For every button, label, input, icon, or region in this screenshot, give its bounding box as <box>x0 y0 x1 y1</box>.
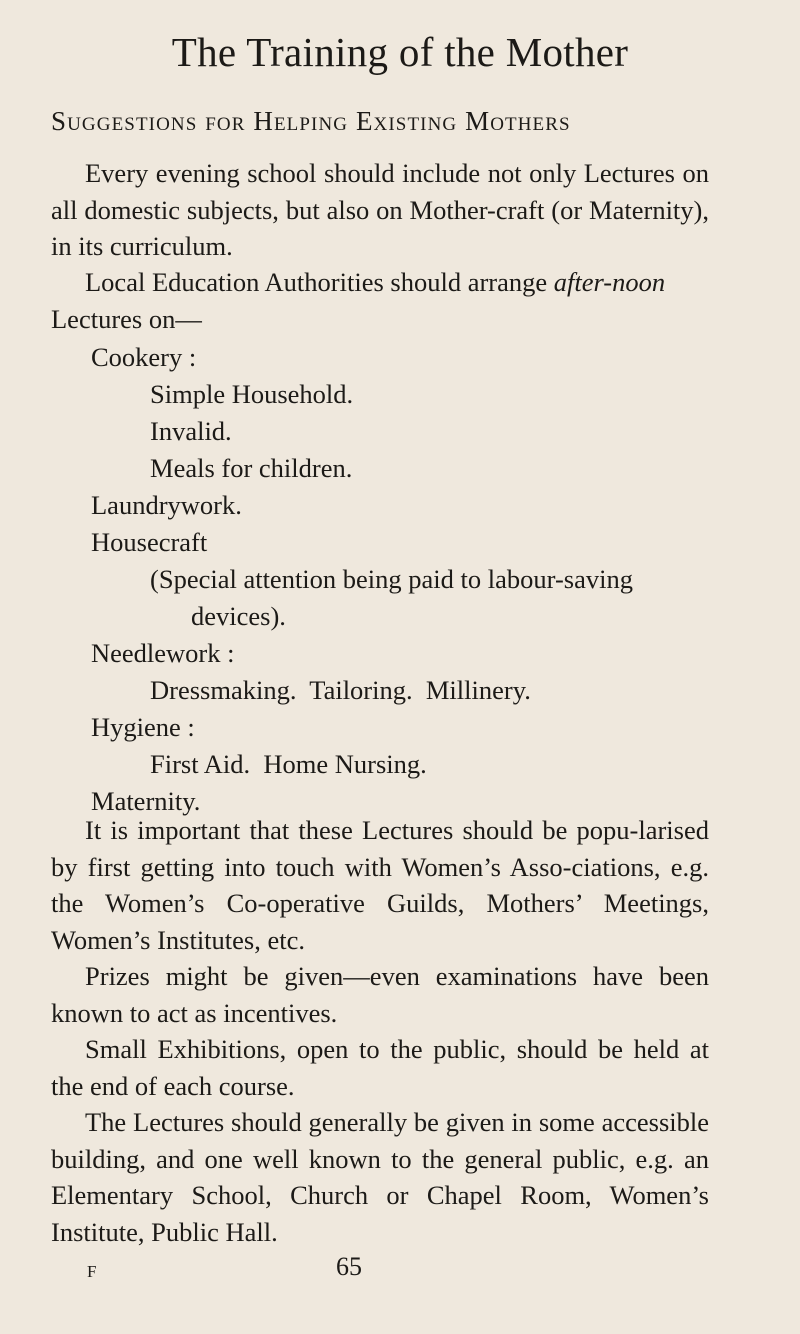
section-heading: Suggestions for Helping Existing Mothers <box>51 106 571 136</box>
intro-italic-word: after-noon <box>553 267 666 297</box>
list-item-housecraft-note-cont: devices). <box>191 601 286 631</box>
list-item-cookery: Cookery : <box>91 342 197 372</box>
list-item-meals-for-children: Meals for children. <box>150 453 353 483</box>
list-item-laundrywork: Laundrywork. <box>91 490 242 520</box>
closing-paragraph-4: The Lectures should generally be given in some accessible building, and one well known to the general public, e.g. an Elementary School, Church or Chapel Room, Women’s Institute, Public Hall. <box>51 1107 709 1247</box>
closing-paragraph-2: Prizes might be given—even examinations have been known to act as incentives. <box>51 961 709 1028</box>
list-item-needlework-items: Dressmaking. Tailoring. Millinery. <box>150 675 531 705</box>
intro-paragraph-2-text: Local Education Authorities should arrange <box>85 267 548 297</box>
signature-mark: F <box>87 1262 98 1281</box>
list-item-needlework: Needlework : <box>91 638 235 668</box>
list-item-simple-household: Simple Household. <box>150 379 354 409</box>
list-item-housecraft: Housecraft <box>91 527 208 557</box>
list-item-hygiene: Hygiene : <box>91 712 195 742</box>
list-item-maternity: Maternity. <box>91 786 201 816</box>
page-number: 65 <box>336 1252 362 1281</box>
list-item-invalid: Invalid. <box>150 416 232 446</box>
intro-paragraph-2-tail: Lectures on— <box>51 303 202 334</box>
running-head-title: The Training of the Mother <box>171 29 629 75</box>
list-item-hygiene-items: First Aid. Home Nursing. <box>150 749 427 779</box>
list-item-housecraft-note: (Special attention being paid to labour-saving <box>150 564 633 594</box>
lecture-topic-list <box>51 339 711 820</box>
intro-paragraph-1: Every evening school should include not only Lectures on all domestic subjects, but also on Mother-craft (or Maternity), in its curriculum. <box>51 158 709 261</box>
closing-paragraph-1: It is important that these Lectures should be popu-larised by first getting into touch with Women’s Asso-ciations, e.g. the Women’s Co-operative Guilds, Mothers’ Meetings, Women’s Institutes, etc. <box>51 815 709 955</box>
intro-paragraph-2 <box>51 264 709 337</box>
closing-paragraph-3: Small Exhibitions, open to the public, should be held at the end of each course. <box>51 1034 709 1101</box>
